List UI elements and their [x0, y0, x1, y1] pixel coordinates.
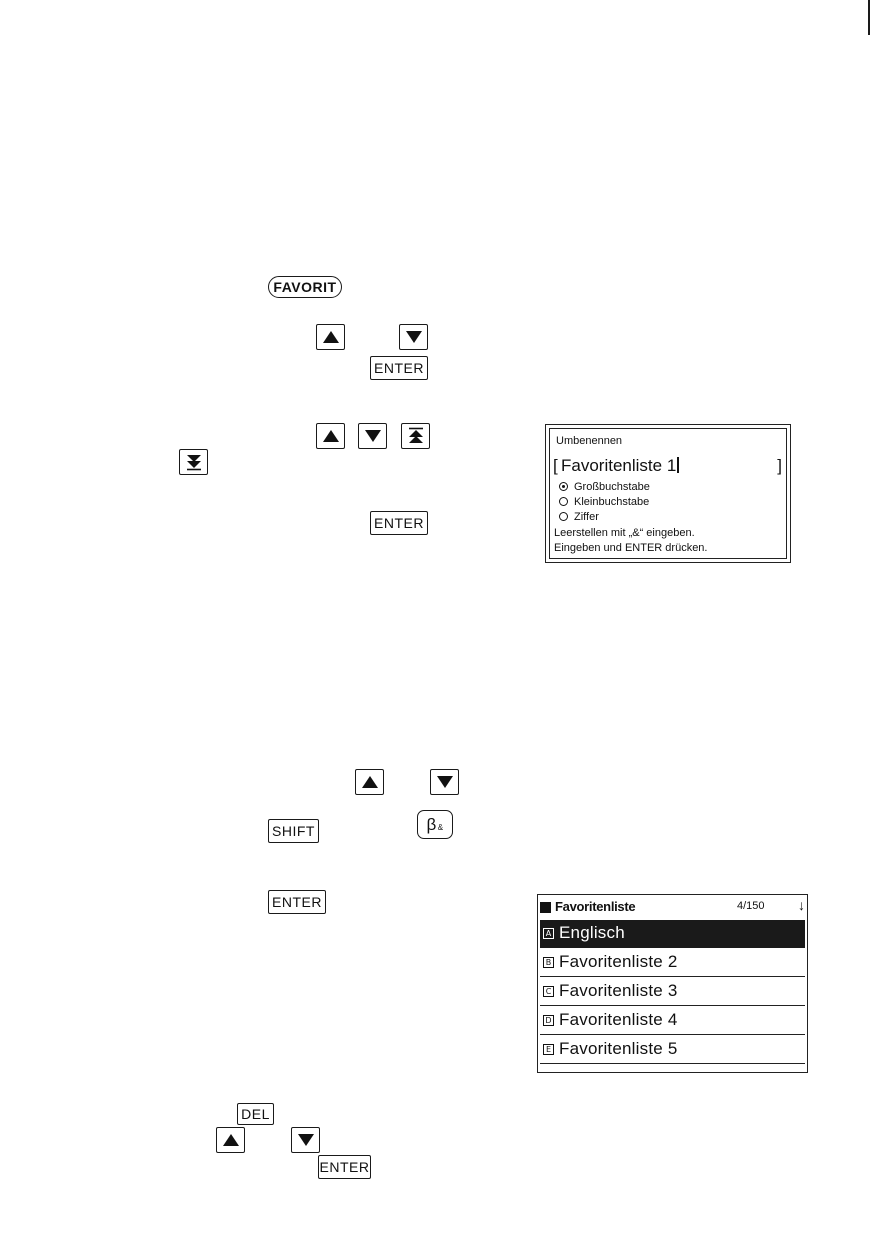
list-item-label: Favoritenliste 2 [559, 952, 678, 971]
enter-key[interactable] [370, 356, 428, 380]
radio-empty-icon [559, 497, 568, 506]
favorites-list-screen [537, 894, 808, 1073]
list-item-label: Favoritenliste 4 [559, 1010, 678, 1029]
triangle-down-icon [436, 775, 454, 789]
rename-dialog [545, 424, 791, 563]
enter-key-label: ENTER [374, 360, 424, 376]
scroll-down-icon: ↓ [798, 897, 805, 913]
ampersand-sub-label: & [437, 823, 444, 832]
enter-key-label: ENTER [319, 1159, 370, 1175]
letter-badge-icon: C [543, 986, 554, 997]
list-item-label: Favoritenliste 3 [559, 981, 678, 1000]
enter-key-label: ENTER [272, 894, 322, 910]
rename-dialog-title: Umbenennen [556, 435, 623, 447]
list-item[interactable] [540, 1036, 805, 1064]
enter-key[interactable] [370, 511, 428, 535]
up-arrow-key[interactable] [216, 1127, 245, 1153]
triangle-down-icon [297, 1133, 315, 1147]
page-down-key[interactable] [179, 449, 208, 475]
list-item[interactable] [540, 1007, 805, 1035]
double-triangle-up-icon [407, 427, 425, 445]
list-item[interactable] [540, 949, 805, 977]
text-cursor [677, 457, 679, 473]
radio-selected-icon [559, 482, 568, 491]
up-arrow-key[interactable] [355, 769, 384, 795]
down-arrow-key[interactable] [291, 1127, 320, 1153]
bracket-left: [ [553, 456, 558, 475]
up-arrow-key[interactable] [316, 324, 345, 350]
up-arrow-key[interactable] [316, 423, 345, 449]
header-square-icon [540, 902, 551, 913]
favorites-title: Favoritenliste [555, 899, 636, 914]
page-up-key[interactable] [401, 423, 430, 449]
down-arrow-key[interactable] [399, 324, 428, 350]
list-item-label: Favoritenliste 5 [559, 1039, 678, 1058]
enter-key[interactable] [268, 890, 326, 914]
rename-hint-enter: Eingeben und ENTER drücken. [554, 542, 708, 554]
option-lowercase[interactable]: Kleinbuchstabe [559, 496, 649, 508]
letter-badge-icon: E [543, 1044, 554, 1055]
rename-input-value: Favoritenliste 1 [561, 456, 679, 476]
triangle-up-icon [322, 429, 340, 443]
letter-badge-icon: B [543, 957, 554, 968]
del-key-label: DEL [241, 1106, 270, 1122]
letter-badge-icon: D [543, 1015, 554, 1026]
favorites-header [540, 897, 805, 916]
favorit-key-label: FAVORIT [273, 279, 337, 295]
del-key[interactable] [237, 1103, 274, 1125]
beta-ampersand-key[interactable] [417, 810, 453, 839]
favorites-count: 4/150 [737, 900, 765, 912]
list-item[interactable] [540, 920, 805, 948]
down-arrow-key[interactable] [358, 423, 387, 449]
shift-key[interactable] [268, 819, 319, 843]
option-digit[interactable]: Ziffer [559, 511, 599, 523]
triangle-down-icon [405, 330, 423, 344]
enter-key-label: ENTER [374, 515, 424, 531]
shift-key-label: SHIFT [272, 823, 315, 839]
double-triangle-down-icon [185, 453, 203, 471]
list-item[interactable] [540, 978, 805, 1006]
page-margin-line [868, 0, 870, 35]
radio-empty-icon [559, 512, 568, 521]
beta-key-label: β [426, 814, 437, 834]
rename-dialog-frame [549, 428, 787, 559]
enter-key[interactable] [318, 1155, 371, 1179]
triangle-up-icon [222, 1133, 240, 1147]
bracket-right: ] [777, 456, 782, 475]
letter-badge-icon: A [543, 928, 554, 939]
triangle-up-icon [361, 775, 379, 789]
down-arrow-key[interactable] [430, 769, 459, 795]
rename-hint-space: Leerstellen mit „&“ eingeben. [554, 527, 695, 539]
triangle-up-icon [322, 330, 340, 344]
list-item-label: Englisch [559, 923, 625, 942]
triangle-down-icon [364, 429, 382, 443]
option-uppercase[interactable]: Großbuchstabe [559, 481, 650, 493]
favorit-key[interactable] [268, 276, 342, 298]
